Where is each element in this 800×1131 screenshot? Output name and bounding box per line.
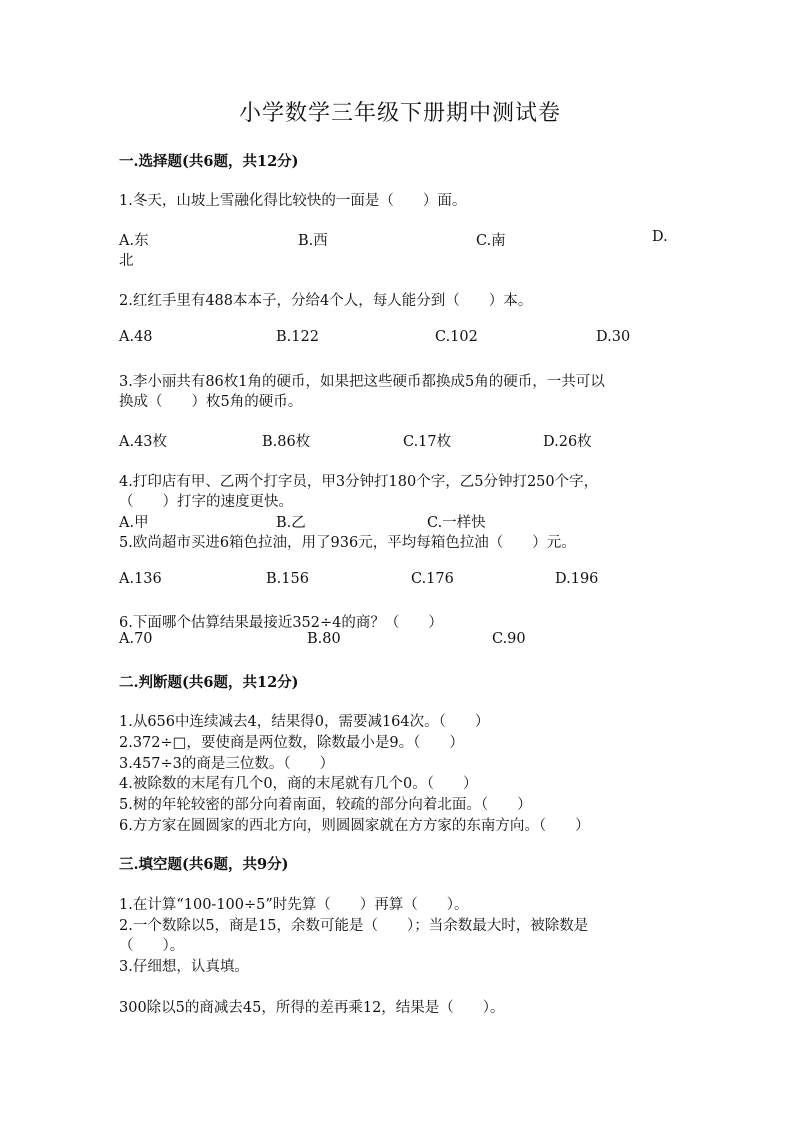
option-a: A.东 bbox=[119, 233, 149, 249]
judge-item: 5.树的年轮较密的部分向着南面，较疏的部分向着北面。（ ） bbox=[119, 797, 532, 813]
judge-item: 2.372÷□，要使商是两位数，除数最小是9。（ ） bbox=[119, 735, 464, 751]
option-d: D. bbox=[652, 229, 668, 245]
question-text-cont: 换成（ ）枚5角的硬币。 bbox=[119, 394, 303, 410]
judge-item: 6.方方家在圆圆家的西北方向，则圆圆家就在方方家的东南方向。（ ） bbox=[119, 818, 590, 834]
option-a: A.43枚 bbox=[119, 434, 168, 450]
option-d: D.30 bbox=[596, 329, 631, 345]
question-text: 4.打印店有甲、乙两个打字员，甲3分钟打180个字，乙5分钟打250个字， bbox=[119, 474, 599, 490]
option-a: A.甲 bbox=[119, 515, 149, 531]
fill-item: 2.一个数除以5，商是15，余数可能是（ ）；当余数最大时，被除数是 bbox=[119, 918, 589, 934]
fill-item-sub: 300除以5的商减去45，所得的差再乘12，结果是（ ）。 bbox=[119, 1000, 505, 1016]
option-b: B.86枚 bbox=[262, 434, 311, 450]
option-b: B.80 bbox=[307, 631, 341, 647]
fill-item: 1.在计算“100-100÷5”时先算（ ）再算（ ）。 bbox=[119, 897, 469, 913]
judge-item: 1.从656中连续减去4，结果得0，需要减164次。（ ） bbox=[119, 714, 490, 730]
question-text-cont: （ ）打字的速度更快。 bbox=[119, 494, 293, 510]
page-title: 小学数学三年级下册期中测试卷 bbox=[238, 101, 561, 126]
section-heading-choice: 一.选择题(共6题，共12分) bbox=[119, 153, 299, 170]
fill-item-cont: （ ）。 bbox=[119, 938, 185, 954]
question-text: 1.冬天，山坡上雪融化得比较快的一面是（ ）面。 bbox=[119, 193, 467, 209]
option-c: C.一样快 bbox=[427, 515, 486, 531]
option-b: B.西 bbox=[298, 233, 328, 249]
option-a: A.136 bbox=[119, 571, 162, 587]
judge-item: 4.被除数的末尾有几个0，商的末尾就有几个0。（ ） bbox=[119, 776, 478, 792]
option-b: B.122 bbox=[276, 329, 319, 345]
section-heading-fill: 三.填空题(共6题，共9分) bbox=[119, 856, 289, 873]
question-text: 2.红红手里有488本本子，分给4个人，每人能分到（ ）本。 bbox=[119, 293, 533, 309]
option-d: D.196 bbox=[555, 571, 599, 587]
fill-item: 3.仔细想，认真填。 bbox=[119, 959, 249, 975]
option-c: C.90 bbox=[492, 631, 526, 647]
option-a: A.48 bbox=[119, 329, 153, 345]
option-c: C.176 bbox=[411, 571, 454, 587]
option-d-wrap: 北 bbox=[119, 253, 134, 269]
question-text: 6.下面哪个估算结果最接近352÷4的商？（ ） bbox=[119, 615, 443, 631]
option-d: D.26枚 bbox=[543, 434, 592, 450]
option-a: A.70 bbox=[119, 631, 153, 647]
option-b: B.156 bbox=[266, 571, 309, 587]
option-c: C.102 bbox=[435, 329, 478, 345]
question-text: 5.欧尚超市买进6箱色拉油，用了936元，平均每箱色拉油（ ）元。 bbox=[119, 535, 576, 551]
section-heading-judge: 二.判断题(共6题，共12分) bbox=[119, 674, 299, 691]
option-b: B.乙 bbox=[276, 515, 306, 531]
option-c: C.南 bbox=[476, 233, 506, 249]
question-text: 3.李小丽共有86枚1角的硬币，如果把这些硬币都换成5角的硬币，一共可以 bbox=[119, 374, 605, 390]
option-c: C.17枚 bbox=[403, 434, 452, 450]
judge-item: 3.457÷3的商是三位数。（ ） bbox=[119, 756, 335, 772]
